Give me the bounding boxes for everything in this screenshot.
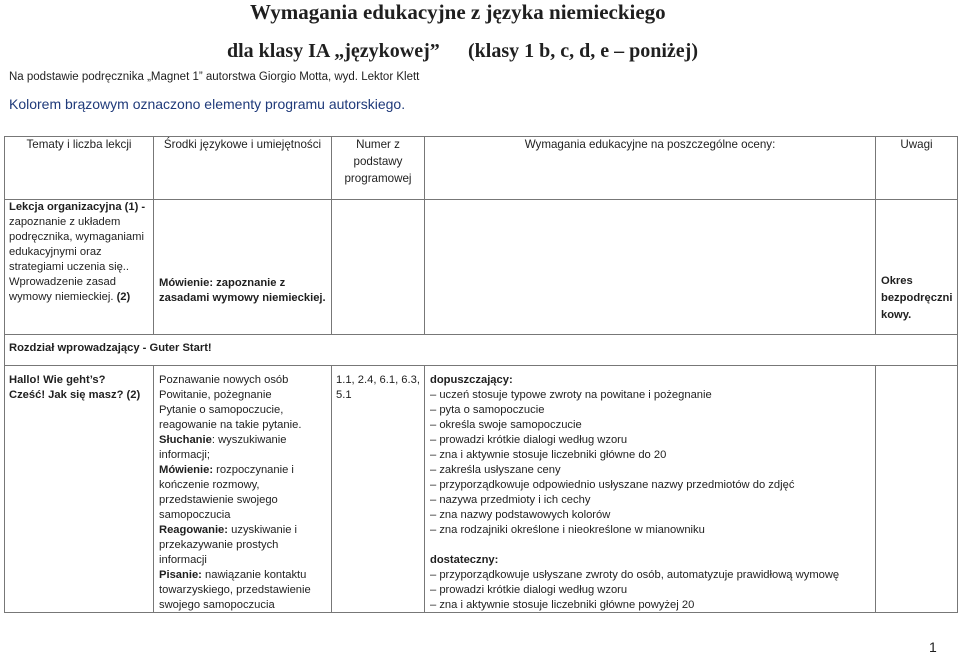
dopuszczajacy-item: – zakreśla usłyszane ceny <box>430 464 561 476</box>
row2-topic <box>9 373 153 403</box>
means-line <box>159 538 331 553</box>
row1-topic-line: podręcznika, wymaganiami <box>9 231 144 243</box>
dostateczny-item: – prowadzi krótkie dialogi według wzoru <box>430 584 628 596</box>
col-divider-2b <box>331 365 332 613</box>
table-border-left <box>4 136 5 613</box>
row1-topic <box>9 200 153 305</box>
row2-requirements <box>430 373 875 613</box>
means-line <box>159 373 331 388</box>
row1-topic-line: strategiami uczenia się.. <box>9 261 130 273</box>
row2-topic-count: (2) <box>126 389 141 401</box>
means-line-text: przekazywanie prostych <box>159 539 279 551</box>
means-line <box>159 448 331 463</box>
row1-notes-line3: kowy. <box>881 309 912 321</box>
means-line-text: Pytanie o samopoczucie, <box>159 404 284 416</box>
page-number: 1 <box>929 639 937 655</box>
header-topics: Tematy i liczba lekcji <box>26 138 132 151</box>
row1-means-line2: zasadami wymowy niemieckiej. <box>159 292 326 304</box>
col-divider-4 <box>875 136 876 335</box>
col-divider-3 <box>424 136 425 335</box>
means-line-text: : wyszukiwanie <box>211 434 287 446</box>
header-requirements: Wymagania edukacyjne na poszczególne oceny: <box>524 138 776 151</box>
means-line-text: informacji; <box>159 449 210 461</box>
col-divider-4b <box>875 365 876 613</box>
row1-topic-bold: Lekcja organizacyjna (1) - <box>9 201 146 213</box>
means-line-text: reagowanie na takie pytanie. <box>159 419 302 431</box>
header-number-line3: programowej <box>344 172 412 185</box>
dopuszczajacy-item: – pyta o samopoczucie <box>430 404 545 416</box>
means-line-text: informacji <box>159 554 207 566</box>
means-line-text: przedstawienie swojego <box>159 494 278 506</box>
row1-notes <box>881 273 957 324</box>
row2-number-line2: 5.1 <box>336 389 352 401</box>
row1-means-line1: Mówienie: zapoznanie z <box>159 277 286 289</box>
means-line <box>159 568 331 583</box>
means-line-text: rozpoczynanie i <box>213 464 294 476</box>
dopuszczajacy-item: – zna i aktywnie stosuje liczebniki główne do 20 <box>430 449 667 461</box>
row1-topic-line: edukacyjnymi oraz <box>9 246 102 258</box>
dopuszczajacy-item: – prowadzi krótkie dialogi według wzoru <box>430 434 628 446</box>
info-line: Na podstawie podręcznika „Magnet 1” autorstwa Giorgio Motta, wyd. Lektor Klett <box>9 71 420 83</box>
row1-topic-line: zapoznanie z układem <box>9 216 121 228</box>
row2-topic-line2-text: Cześć! Jak się masz? <box>9 389 124 401</box>
dostateczny-item: – przyporządkowuje usłyszane zwroty do osób, automatyzuje prawidłową wymowę <box>430 569 840 581</box>
table-border-right <box>957 136 958 613</box>
dopuszczajacy-item: – przyporządkowuje odpowiednio usłyszane nazwy przedmiotów do zdjęć <box>430 479 795 491</box>
col-divider-3b <box>424 365 425 613</box>
means-line-text: towarzyskiego, przedstawienie <box>159 584 311 596</box>
header-number <box>332 136 424 187</box>
means-line-bold: Słuchanie <box>159 434 212 446</box>
brown-note: Kolorem brązowym oznaczono elementy programu autorskiego. <box>9 96 406 112</box>
means-line <box>159 478 331 493</box>
dopuszczajacy-item: – zna rodzajniki określone i nieokreślone w mianowniku <box>430 524 705 536</box>
means-line <box>159 433 331 448</box>
header-notes: Uwagi <box>900 138 933 151</box>
means-line <box>159 403 331 418</box>
means-line <box>159 508 331 523</box>
table-section-divider <box>4 365 958 366</box>
dopuszczajacy-item: – określa swoje samopoczucie <box>430 419 582 431</box>
dostateczny-list <box>430 568 875 613</box>
row1-means <box>159 276 331 306</box>
means-line <box>159 583 331 598</box>
dopuszczajacy-item: – nazywa przedmioty i ich cechy <box>430 494 591 506</box>
document-title: Wymagania edukacyjne z języka niemieckiego <box>250 0 666 24</box>
document-subtitle-left: dla klasy IA „językowej” <box>227 40 440 62</box>
table-row-divider <box>4 334 958 335</box>
row2-means <box>159 373 331 613</box>
means-line <box>159 598 331 613</box>
dopuszczajacy-item: – zna nazwy podstawowych kolorów <box>430 509 611 521</box>
means-line-text: Powitanie, pożegnanie <box>159 389 272 401</box>
means-line <box>159 388 331 403</box>
col-divider-1 <box>153 136 154 335</box>
means-line <box>159 553 331 568</box>
means-line-text: samopoczucia <box>159 509 231 521</box>
dopuszczajacy-list <box>430 388 875 538</box>
document-subtitle-right: (klasy 1 b, c, d, e – poniżej) <box>468 40 698 62</box>
means-line <box>159 463 331 478</box>
row2-number-line1: 1.1, 2.4, 6.1, 6.3, <box>336 374 420 386</box>
row1-topic-count: (2) <box>116 291 131 303</box>
row1-topic-line: Wprowadzenie zasad <box>9 276 116 288</box>
means-line-bold: Pisanie: <box>159 569 202 581</box>
means-line-text: Poznawanie nowych osób <box>159 374 289 386</box>
means-line <box>159 493 331 508</box>
row2-topic-line2 <box>9 388 153 403</box>
means-line-text: nawiązanie kontaktu <box>201 569 307 581</box>
means-line-bold: Reagowanie: <box>159 524 229 536</box>
section-title: Rozdział wprowadzający - Guter Start! <box>9 342 212 354</box>
dostateczny-item: – zna i aktywnie stosuje liczebniki główne powyżej 20 <box>430 599 695 611</box>
means-line-text: kończenie rozmowy, <box>159 479 260 491</box>
row1-topic-last <box>9 290 153 305</box>
dopuszczajacy-item: – uczeń stosuje typowe zwroty na powitane i pożegnanie <box>430 389 712 401</box>
row1-topic-last-text: wymowy niemieckiej. <box>9 291 114 303</box>
means-line <box>159 523 331 538</box>
grade-label-dopuszczajacy: dopuszczający: <box>430 374 513 386</box>
means-line-text: swojego samopoczucia <box>159 599 275 611</box>
row1-notes-line1: Okres <box>881 275 913 287</box>
means-line <box>159 418 331 433</box>
means-line-bold: Mówienie: <box>159 464 214 476</box>
grade-label-dostateczny: dostateczny: <box>430 554 499 566</box>
header-means: Środki językowe i umiejętności <box>163 138 322 151</box>
row1-notes-line2: bezpodręczni <box>881 292 953 304</box>
header-number-line1: Numer z <box>356 138 400 151</box>
means-line-text: uzyskiwanie i <box>228 524 298 536</box>
header-number-line2: podstawy <box>353 155 403 168</box>
col-divider-1b <box>153 365 154 613</box>
row2-topic-line1: Hallo! Wie geht’s? <box>9 374 106 386</box>
row2-number <box>336 373 424 403</box>
